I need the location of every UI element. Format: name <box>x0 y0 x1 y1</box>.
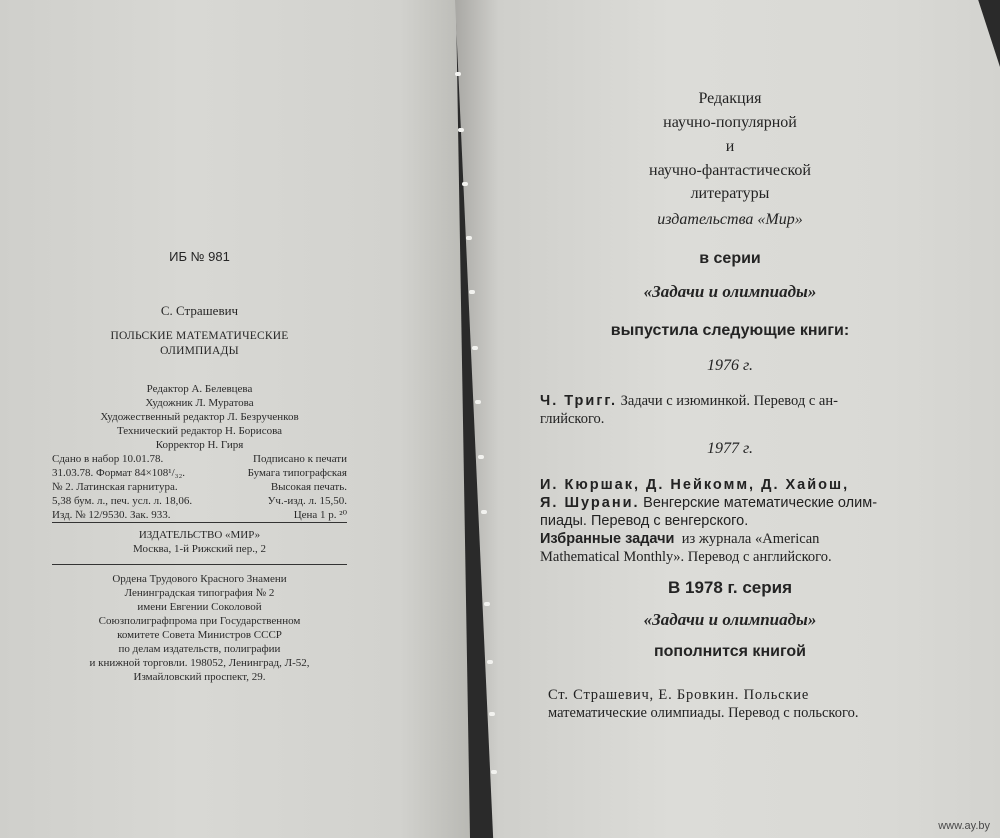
book-text: Задачи с изюминкой. Перевод с ан- <box>620 393 838 409</box>
binding-stitch <box>466 236 472 240</box>
printer-line: Ленинградская типография № 2 <box>124 587 275 599</box>
print-row <box>52 466 347 480</box>
print-cell: Сдано в набор 10.01.78. <box>52 453 164 465</box>
binding-stitch <box>475 400 481 404</box>
header-line: литературы <box>690 185 770 202</box>
credit-line: Редактор А. Белевцева <box>146 383 253 395</box>
header-line: Редакция <box>698 90 762 107</box>
book-text: Ст. Страшевич, Е. Бровкин. Польские <box>548 687 810 703</box>
released-heading: выпустила следующие книги: <box>610 322 850 339</box>
print-row <box>52 480 347 494</box>
header-line: научно-популярной <box>663 114 797 131</box>
binding-stitch <box>487 660 493 664</box>
book-text: пиады. Перевод с венгерского. <box>540 513 749 529</box>
print-cell: Изд. № 12/9530. Зак. 933. <box>52 509 171 521</box>
printer-line: и книжной торговли. 198052, Ленинград, Л-52, <box>89 657 310 669</box>
book-entry-monthly <box>540 530 955 566</box>
print-details <box>52 452 347 522</box>
book-text: Mathematical Monthly». Перевод с английского. <box>540 549 832 565</box>
in-series-label: в серии <box>699 250 761 267</box>
binding-stitch <box>489 712 495 716</box>
binding-stitch <box>481 510 487 514</box>
print-cell: 31.03.78. Формат 84×108¹/₃₂. <box>52 467 186 479</box>
printer-line: Ордена Трудового Красного Знамени <box>112 573 287 585</box>
binding-stitch <box>462 182 468 186</box>
credit-line: Технический редактор Н. Борисова <box>116 425 283 437</box>
will-add-heading: пополнится книгой <box>653 643 806 660</box>
printer-line: по делам издательств, полиграфии <box>118 643 281 655</box>
book-text: математические олимпиады. Перевод с польского. <box>548 705 859 721</box>
book-text: из журнала «American <box>681 531 820 547</box>
divider-line <box>52 522 347 523</box>
printer-line: комитете Совета Министров СССР <box>117 629 282 641</box>
divider-line <box>52 564 347 565</box>
binding-stitch <box>469 290 475 294</box>
print-row <box>52 494 347 508</box>
binding-stitch <box>455 72 461 76</box>
book-entry-kurschak <box>540 476 955 530</box>
print-cell: Высокая печать. <box>270 481 347 493</box>
printer-block <box>52 572 347 684</box>
print-cell: Цена 1 р. ²⁰ <box>293 509 347 521</box>
year-1976: 1976 г. <box>706 357 754 374</box>
binding-stitch <box>491 770 497 774</box>
book-text: глийского. <box>540 411 605 427</box>
book-author: Я. Шурани. <box>540 495 640 511</box>
print-row <box>52 508 347 522</box>
book-entry-trigg <box>540 392 955 428</box>
print-cell: Подписано к печати <box>253 453 347 465</box>
binding-stitch <box>458 128 464 132</box>
print-cell: 5,38 бум. л., печ. усл. л. 18,06. <box>52 495 193 507</box>
series-name-2: «Задачи и олимпиады» <box>643 610 817 629</box>
book-title-line2: ОЛИМПИАДЫ <box>160 345 239 357</box>
print-row <box>52 452 347 466</box>
binding-stitch <box>478 455 484 459</box>
print-cell: Бумага типографская <box>247 467 347 479</box>
book-title-bold: Избранные задачи <box>540 531 675 547</box>
header-line: и <box>725 138 735 155</box>
credits-block <box>52 382 347 452</box>
binding-stitch <box>484 602 490 606</box>
printer-line: имени Евгении Соколовой <box>137 601 262 613</box>
credit-line: Художественный редактор Л. Безрученков <box>100 411 299 423</box>
book-entry-strashevich <box>548 686 963 722</box>
publisher-name: ИЗДАТЕЛЬСТВО «МИР» <box>138 529 261 541</box>
watermark-text: www.ay.by <box>938 820 990 832</box>
publisher-address: Москва, 1-й Рижский пер., 2 <box>133 543 266 555</box>
binding-stitch <box>472 346 478 350</box>
print-cell: № 2. Латинская гарнитура. <box>52 481 178 493</box>
publisher-block <box>52 528 347 556</box>
series-1978-heading: В 1978 г. серия <box>667 578 793 597</box>
book-text: Венгерские математические олим- <box>643 495 878 511</box>
book-authors: И. Кюршак, Д. Нейкомм, Д. Хайош, <box>540 477 850 493</box>
publisher-italic: издательства «Мир» <box>657 211 803 228</box>
credit-line: Художник Л. Муратова <box>145 397 254 409</box>
book-author: Ч. Тригг. <box>540 393 617 409</box>
series-name: «Задачи и олимпиады» <box>643 282 817 301</box>
print-cell: Уч.-изд. л. 15,50. <box>267 495 347 507</box>
printer-line: Союзполиграфпрома при Государственном <box>98 615 301 627</box>
ib-number: ИБ № 981 <box>169 249 230 264</box>
printer-line: Измайловский проспект, 29. <box>133 671 266 683</box>
book-title-line1: ПОЛЬСКИЕ МАТЕМАТИЧЕСКИЕ <box>110 330 289 342</box>
credit-line: Корректор Н. Гиря <box>155 439 244 451</box>
header-line: научно-фантастической <box>649 162 811 179</box>
author-name: С. Страшевич <box>160 303 239 318</box>
year-1977: 1977 г. <box>706 440 754 457</box>
